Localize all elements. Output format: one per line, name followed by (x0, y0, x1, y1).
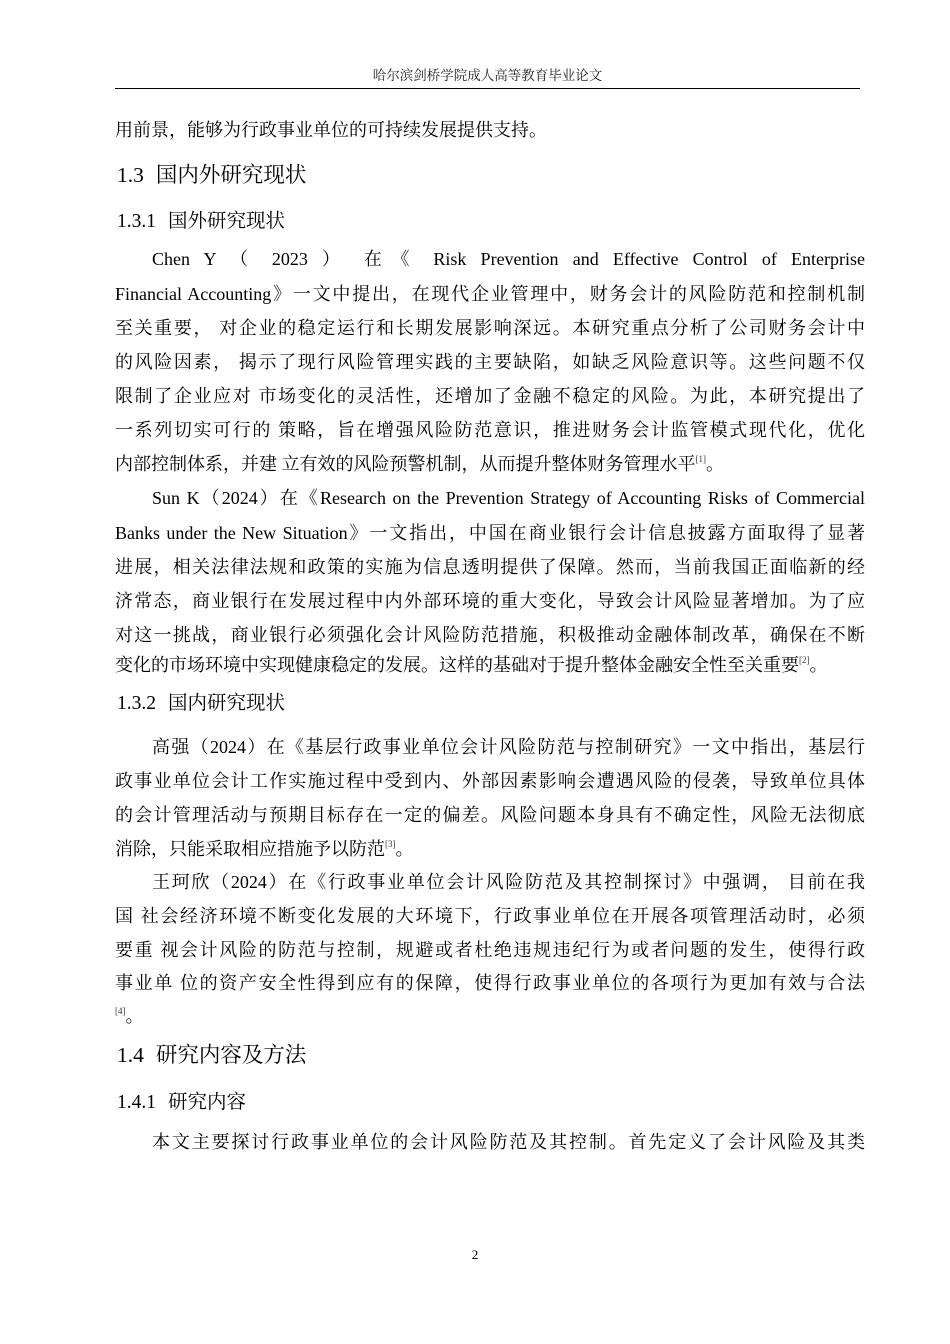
line-text: 对这一挑战，商业银行必须强化会计风险防范措施，积极推动金融体制改革，确保在不断 (115, 625, 865, 645)
line-text: 的会计管理活动与预期目标存在一定的偏差。风险问题本身具有不确定性，风险无法彻底 (115, 805, 865, 825)
line-text: 用前景，能够为行政事业单位的可持续发展提供支持。 (115, 120, 547, 140)
paragraph-line (152, 481, 865, 515)
header-divider (115, 88, 860, 89)
heading-title: 研究内容 (168, 1092, 247, 1113)
line-text: 高强（2024）在《基层行政事业单位会计风险防范与控制研究》一文中指出，基层行 (152, 737, 865, 757)
paragraph-line (115, 345, 865, 379)
line-text: 事业单 位的资产安全性得到应有的保障，使得行政事业单位的各项行为更加有效与合法 (115, 973, 865, 993)
citation-reference: [2] (799, 655, 810, 665)
heading-number: 1.3.1 (117, 211, 156, 232)
paragraph-line (115, 447, 865, 481)
paragraph-line (115, 933, 865, 967)
line-text: 消除，只能采取相应措施予以防范 (115, 839, 385, 859)
heading-number: 1.3 (117, 163, 144, 187)
paragraph-line (115, 516, 865, 550)
paragraph-line (115, 832, 865, 866)
heading-title: 研究内容及方法 (155, 1043, 307, 1067)
line-text: 本文主要探讨行政事业单位的会计风险防范及其控制。首先定义了会计风险及其类 (152, 1132, 865, 1152)
heading-number: 1.4 (117, 1043, 144, 1067)
paragraph-line (152, 1125, 865, 1159)
citation-reference: [3] (385, 839, 396, 849)
paragraph-line (115, 899, 865, 933)
running-header: 哈尔滨剑桥学院成人高等教育毕业论文 (372, 68, 603, 83)
line-text: 的风险因素， 揭示了现行风险管理实践的主要缺陷，如缺乏风险意识等。这些问题不仅 (115, 352, 865, 372)
heading-title: 国内外研究现状 (155, 163, 307, 187)
paragraph-line (152, 242, 865, 276)
heading-number: 1.3.2 (117, 693, 156, 714)
paragraph-line (115, 798, 865, 832)
paragraph-line (115, 966, 865, 1000)
line-text: 限制了企业应对 市场变化的灵活性，还增加了金融不稳定的风险。为此，本研究提出了 (115, 386, 865, 406)
line-tail: 。 (706, 454, 724, 474)
paragraph-line (115, 113, 865, 147)
line-text: 变化的市场环境中实现健康稳定的发展。这样的基础对于提升整体金融安全性至关重要 (115, 655, 799, 675)
line-text: 王珂欣（2024）在《行政事业单位会计风险防范及其控制探讨》中强调， 目前在我 (152, 872, 865, 892)
line-tail: 。 (125, 1006, 144, 1026)
section-heading (117, 205, 285, 239)
paragraph-line (115, 648, 865, 682)
section-heading (117, 687, 285, 721)
citation-reference: [4] (115, 1006, 126, 1016)
line-text: 政事业单位会计工作实施过程中受到内、外部因素影响会遭遇风险的侵袭，导致单位具体 (115, 771, 865, 791)
paragraph-line (115, 379, 865, 413)
heading-title: 国外研究现状 (168, 211, 286, 232)
paragraph-line (115, 550, 865, 584)
line-text: 内部控制体系，并建 立有效的风险预警机制，从而提升整体财务管理水平 (115, 454, 696, 474)
line-text: 进展，相关法律法规和政策的实施为信息透明提供了保障。然而，当前我国正面临新的经 (115, 557, 865, 577)
line-text: 至关重要， 对企业的稳定运行和长期发展影响深远。本研究重点分析了公司财务会计中 (115, 318, 865, 338)
line-text: Financial Accounting》一文中提出，在现代企业管理中，财务会计的风险防范和控制机制 (115, 284, 865, 304)
line-text: 国 社会经济环境不断变化发展的大环境下，行政事业单位在开展各项管理活动时，必须 (115, 906, 865, 926)
paragraph-line (115, 618, 865, 652)
line-tail: 。 (395, 839, 414, 859)
line-text: 要重 视会计风险的防范与控制，规避或者杜绝违规违纪行为或者问题的发生，使得行政 (115, 940, 865, 960)
line-text: Sun K（2024）在《Research on the Prevention Strategy of Accounting Risks of Commercial (152, 488, 865, 508)
line-text: 济常态，商业银行在发展过程中内外部环境的重大变化，导致会计风险显著增加。为了应 (115, 591, 865, 611)
paragraph-line (115, 277, 865, 311)
section-heading (117, 158, 306, 192)
paragraph-line (115, 413, 865, 447)
citation-reference: [1] (695, 454, 706, 464)
heading-number: 1.4.1 (117, 1092, 156, 1113)
paragraph-line (115, 764, 865, 798)
line-text: Chen Y （ 2023 ） 在《 Risk Prevention and Effective Control of Enterprise (152, 249, 865, 269)
paragraph-line (115, 584, 865, 618)
heading-title: 国内研究现状 (168, 693, 286, 714)
paragraph-line (115, 999, 865, 1033)
page-number: 2 (471, 1247, 479, 1262)
paragraph-line (152, 730, 865, 764)
line-tail: 。 (809, 655, 828, 675)
line-text: 一系列切实可行的 策略，旨在增强风险防范意识，推进财务会计监管模式现代化，优化 (115, 420, 865, 440)
line-text: Banks under the New Situation》一文指出，中国在商业银行会计信息披露方面取得了显著 (115, 523, 865, 543)
section-heading (117, 1038, 306, 1072)
paragraph-line (115, 311, 865, 345)
paragraph-line (152, 865, 865, 899)
section-heading (117, 1086, 246, 1120)
